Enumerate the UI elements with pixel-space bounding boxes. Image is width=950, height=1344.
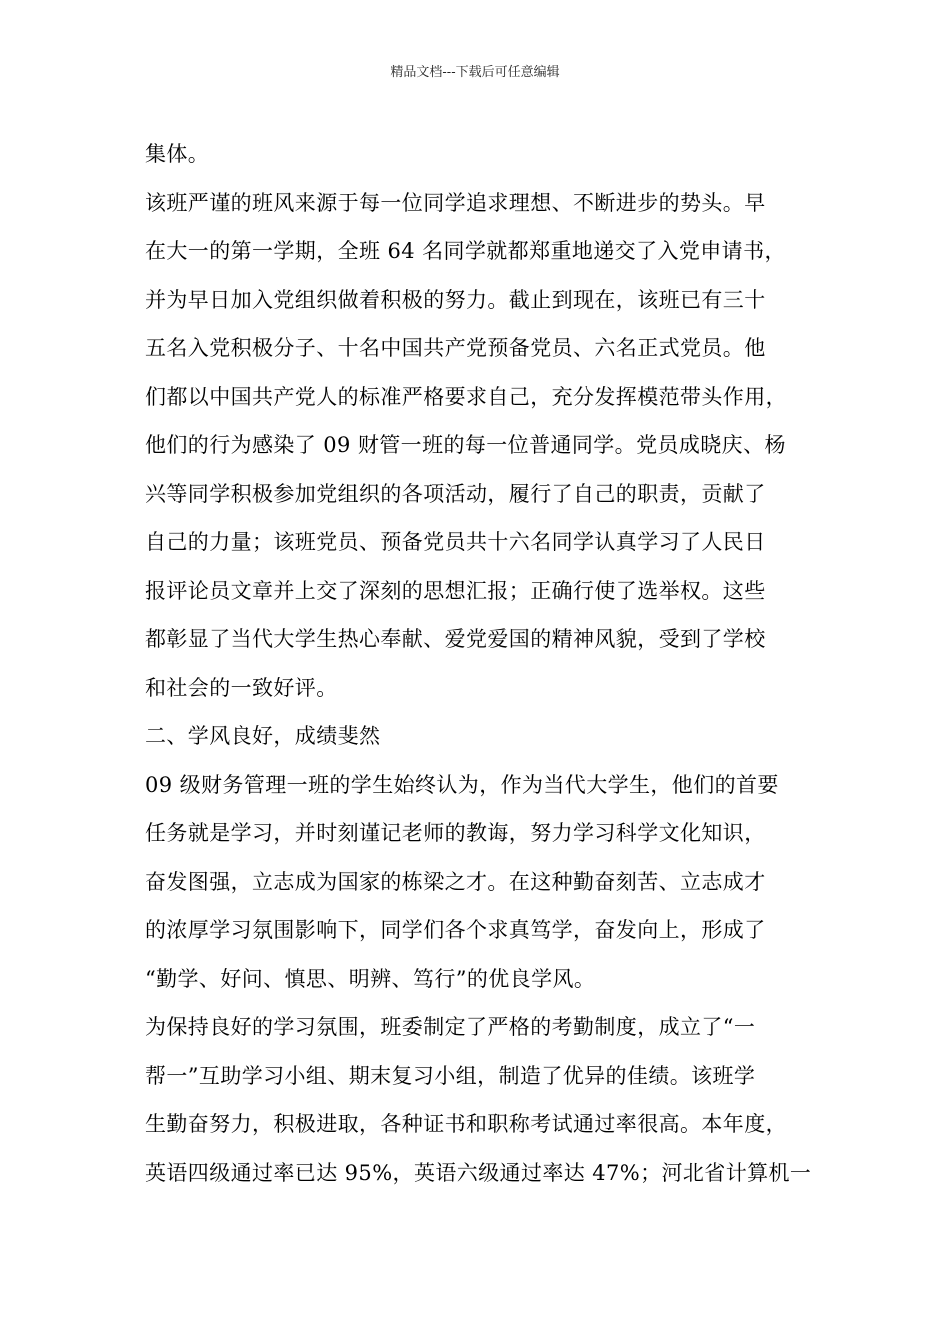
text-line: 帮一”互助学习小组、期末复习小组，制造了优异的佳绩。该班学 xyxy=(145,1063,756,1088)
text-line: 们都以中国共产党人的标准严格要求自己，充分发挥模范带头作用， xyxy=(145,384,787,409)
text-line: “勤学、好问、慎思、明辨、笃行”的优良学风。 xyxy=(145,966,596,991)
text-line: 生勤奋努力，积极进取，各种证书和职称考试通过率很高。本年度， xyxy=(145,1112,787,1136)
text-line: 的浓厚学习氛围影响下，同学们各个求真笃学，奋发向上，形成了 xyxy=(145,918,766,942)
text-line: 并为早日加入党组织做着积极的努力。截止到现在，该班已有三十 xyxy=(145,287,766,312)
text-line: 英语四级通过率已达 95%，英语六级通过率达 47%；河北省计算机一 xyxy=(145,1160,812,1185)
document-body xyxy=(145,130,825,1197)
text-line: 该班严谨的班风来源于每一位同学追求理想、不断进步的势头。早 xyxy=(145,190,766,215)
section-heading: 二、学风良好，成绩斐然 xyxy=(145,724,381,748)
text-line: 都彰显了当代大学生热心奉献、爱党爱国的精神风貌，受到了学校 xyxy=(145,627,766,651)
text-line: 任务就是学习，并时刻谨记老师的教诲，努力学习科学文化知识， xyxy=(145,821,766,845)
text-line: 兴等同学积极参加党组织的各项活动，履行了自己的职责，贡献了 xyxy=(145,481,766,506)
page-header: 精品文档---下载后可任意编辑 xyxy=(390,65,560,80)
text-line: 在大一的第一学期，全班 64 名同学就都郑重地递交了入党申请书， xyxy=(145,239,786,263)
text-line: 集体。 xyxy=(145,142,210,166)
text-line: 自己的力量；该班党员、预备党员共十六名同学认真学习了人民日 xyxy=(145,530,766,554)
text-line: 他们的行为感染了 09 财管一班的每一位普通同学。党员成晓庆、杨 xyxy=(145,433,786,457)
text-line: 和社会的一致好评。 xyxy=(145,675,338,700)
text-line: 五名入党积极分子、十名中国共产党预备党员、六名正式党员。他 xyxy=(145,336,766,360)
text-line: 为保持良好的学习氛围，班委制定了严格的考勤制度，成立了“一 xyxy=(145,1015,756,1039)
text-line: 报评论员文章并上交了深刻的思想汇报；正确行使了选举权。这些 xyxy=(145,578,766,603)
text-line: 09 级财务管理一班的学生始终认为，作为当代大学生，他们的首要 xyxy=(145,772,779,797)
text-line: 奋发图强，立志成为国家的栋梁之才。在这种勤奋刻苦、立志成才 xyxy=(145,869,766,894)
